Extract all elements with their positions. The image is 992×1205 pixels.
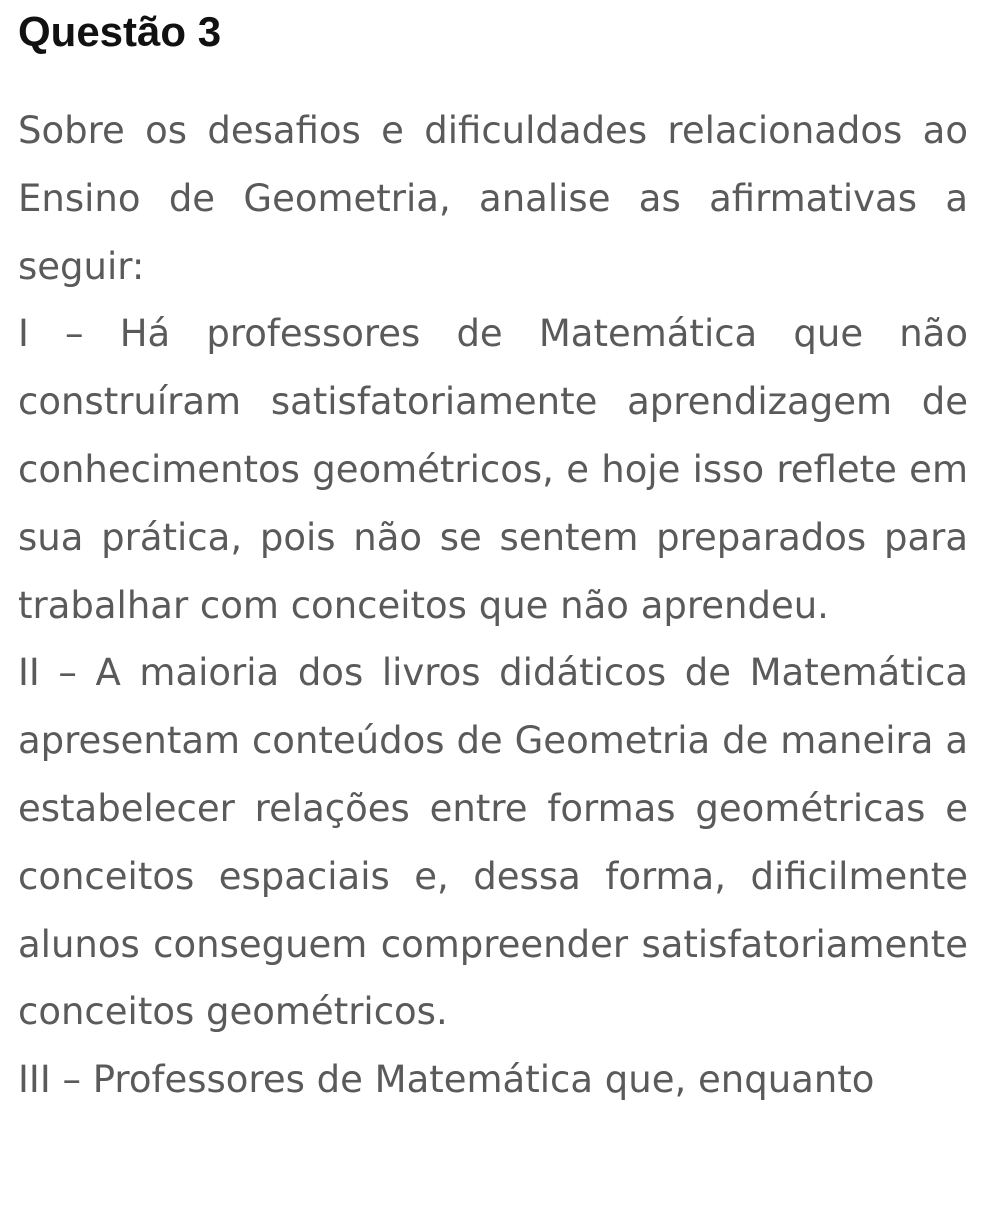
statement-i: I – Há professores de Matemática que não construíram satisfatoriamente aprendizagem de conhecimentos geométricos, e hoje isso reflete em sua prática, pois não se sentem preparados para trabalhar com conceitos que não aprendeu. (18, 312, 968, 627)
question-intro: Sobre os desafios e dificuldades relacionados ao Ensino de Geometria, analise as afirmativas a seguir: (18, 109, 968, 288)
question-body (18, 97, 968, 1114)
statement-ii: II – A maioria dos livros didáticos de Matemática apresentam conteúdos de Geometria de maneira a estabelecer relações entre formas geométricas e conceitos espaciais e, dessa forma, dificilmente alunos conseguem compreender satisfatoriamente conceitos geométricos. (18, 651, 968, 1034)
statement-iii: III – Professores de Matemática que, enquanto (18, 1058, 875, 1102)
question-page (18, 0, 968, 1205)
question-title: Questão 3 (18, 8, 222, 55)
